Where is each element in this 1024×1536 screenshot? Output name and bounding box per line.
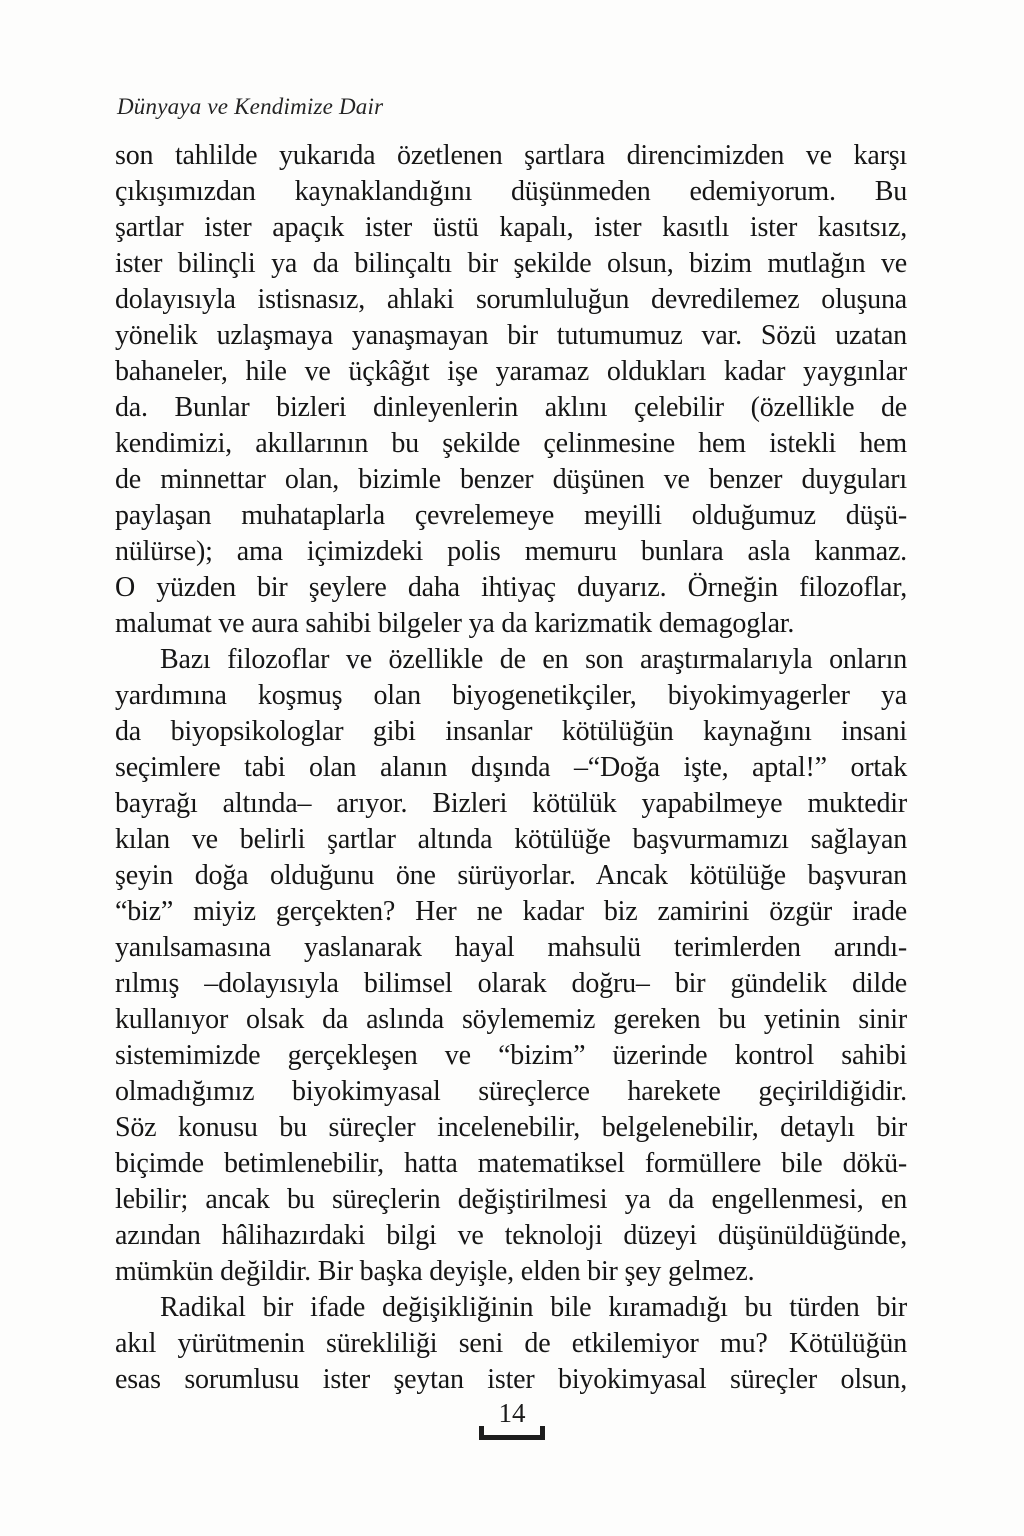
- text-line: de minnettar olan, bizimle benzer düşünen ve benzer duyguları: [115, 464, 907, 495]
- text-line: azından hâlihazırdaki bilgi ve teknoloji düzeyi düşünüldüğünde,: [115, 1220, 907, 1251]
- text-line: ister bilinçli ya da bilinçaltı bir şekilde olsun, bizim mutlağın ve: [115, 248, 907, 279]
- text-line: yönelik uzlaşmaya yanaşmayan bir tutumumuz var. Sözü uzatan: [115, 320, 907, 351]
- text-line: Söz konusu bu süreçler incelenebilir, belgelenebilir, detaylı bir: [115, 1112, 907, 1143]
- text-line: akıl yürütmenin sürekliliği seni de etkilemiyor mu? Kötülüğün: [115, 1328, 907, 1359]
- text-line: sistemimizde gerçekleşen ve “bizim” üzerinde kontrol sahibi: [115, 1040, 907, 1071]
- text-line: rılmış –dolayısıyla bilimsel olarak doğru– bir gündelik dilde: [115, 968, 907, 999]
- text-line: yardımına koşmuş olan biyogenetikçiler, biyokimyagerler ya: [115, 680, 907, 711]
- text-line: şeyin doğa olduğunu öne sürüyorlar. Ancak kötülüğe başvuran: [115, 860, 907, 891]
- text-line: Radikal bir ifade değişikliğinin bile kıramadığı bu türden bir: [160, 1292, 907, 1323]
- text-line: paylaşan muhataplarla çevrelemeye meyilli olduğumuz düşü-: [115, 500, 907, 531]
- text-line: nülürse); ama içimizdeki polis memuru bunlara asla kanmaz.: [115, 536, 907, 567]
- text-line: Bazı filozoflar ve özellikle de en son araştırmalarıyla onların: [160, 644, 907, 675]
- text-line: son tahlilde yukarıda özetlenen şartlara direncimizden ve karşı: [115, 140, 907, 171]
- footer-rule-ornament: [480, 1426, 544, 1440]
- text-line: bahaneler, hile ve üçkâğıt işe yaramaz oldukları kadar yaygınlar: [115, 356, 907, 387]
- text-line: kendimizi, akıllarının bu şekilde çelinmesine hem istekli hem: [115, 428, 907, 459]
- page-number: 14: [498, 1398, 526, 1428]
- text-line: olmadığımız biyokimyasal süreçlerce harekete geçirildiğidir.: [115, 1076, 907, 1107]
- text-line: şartlar ister apaçık ister üstü kapalı, ister kasıtlı ister kasıtsız,: [115, 212, 907, 243]
- text-line: esas sorumlusu ister şeytan ister biyokimyasal süreçler olsun,: [115, 1364, 907, 1395]
- text-line: da. Bunlar bizleri dinleyenlerin aklını çelebilir (özellikle de: [115, 392, 907, 423]
- body-text: [115, 138, 907, 1398]
- running-header: Dünyaya ve Kendimize Dair: [117, 94, 384, 119]
- text-line: malumat ve aura sahibi bilgeler ya da karizmatik demagoglar.: [115, 608, 795, 639]
- text-line: O yüzden bir şeylere daha ihtiyaç duyarız. Örneğin filozoflar,: [115, 572, 907, 603]
- text-line: da biyopsikologlar gibi insanlar kötülüğün kaynağını insani: [115, 716, 907, 747]
- text-line: yanılsamasına yaslanarak hayal mahsulü terimlerden arındı-: [115, 932, 907, 963]
- text-line: çıkışımızdan kaynaklandığını düşünmeden edemiyorum. Bu: [115, 176, 907, 207]
- text-line: mümkün değildir. Bir başka deyişle, elden bir şey gelmez.: [115, 1256, 755, 1287]
- page-footer: [0, 1400, 1024, 1440]
- text-line: kılan ve belirli şartlar altında kötülüğe başvurmamızı sağlayan: [115, 824, 907, 855]
- text-line: lebilir; ancak bu süreçlerin değiştirilmesi ya da engellenmesi, en: [115, 1184, 907, 1215]
- text-line: kullanıyor olsak da aslında söylememiz gereken bu yetinin sinir: [115, 1004, 907, 1035]
- text-line: “biz” miyiz gerçekten? Her ne kadar biz zamirini özgür irade: [115, 896, 907, 927]
- text-line: biçimde betimlenebilir, hatta matematiksel formüllere bile dökü-: [115, 1148, 907, 1179]
- text-line: seçimlere tabi olan alanın dışında –“Doğa işte, aptal!” ortak: [115, 752, 907, 783]
- text-line: dolayısıyla istisnasız, ahlaki sorumluluğun devredilemez oluşuna: [115, 284, 907, 315]
- text-line: bayrağı altında– arıyor. Bizleri kötülük yapabilmeye muktedir: [115, 788, 907, 819]
